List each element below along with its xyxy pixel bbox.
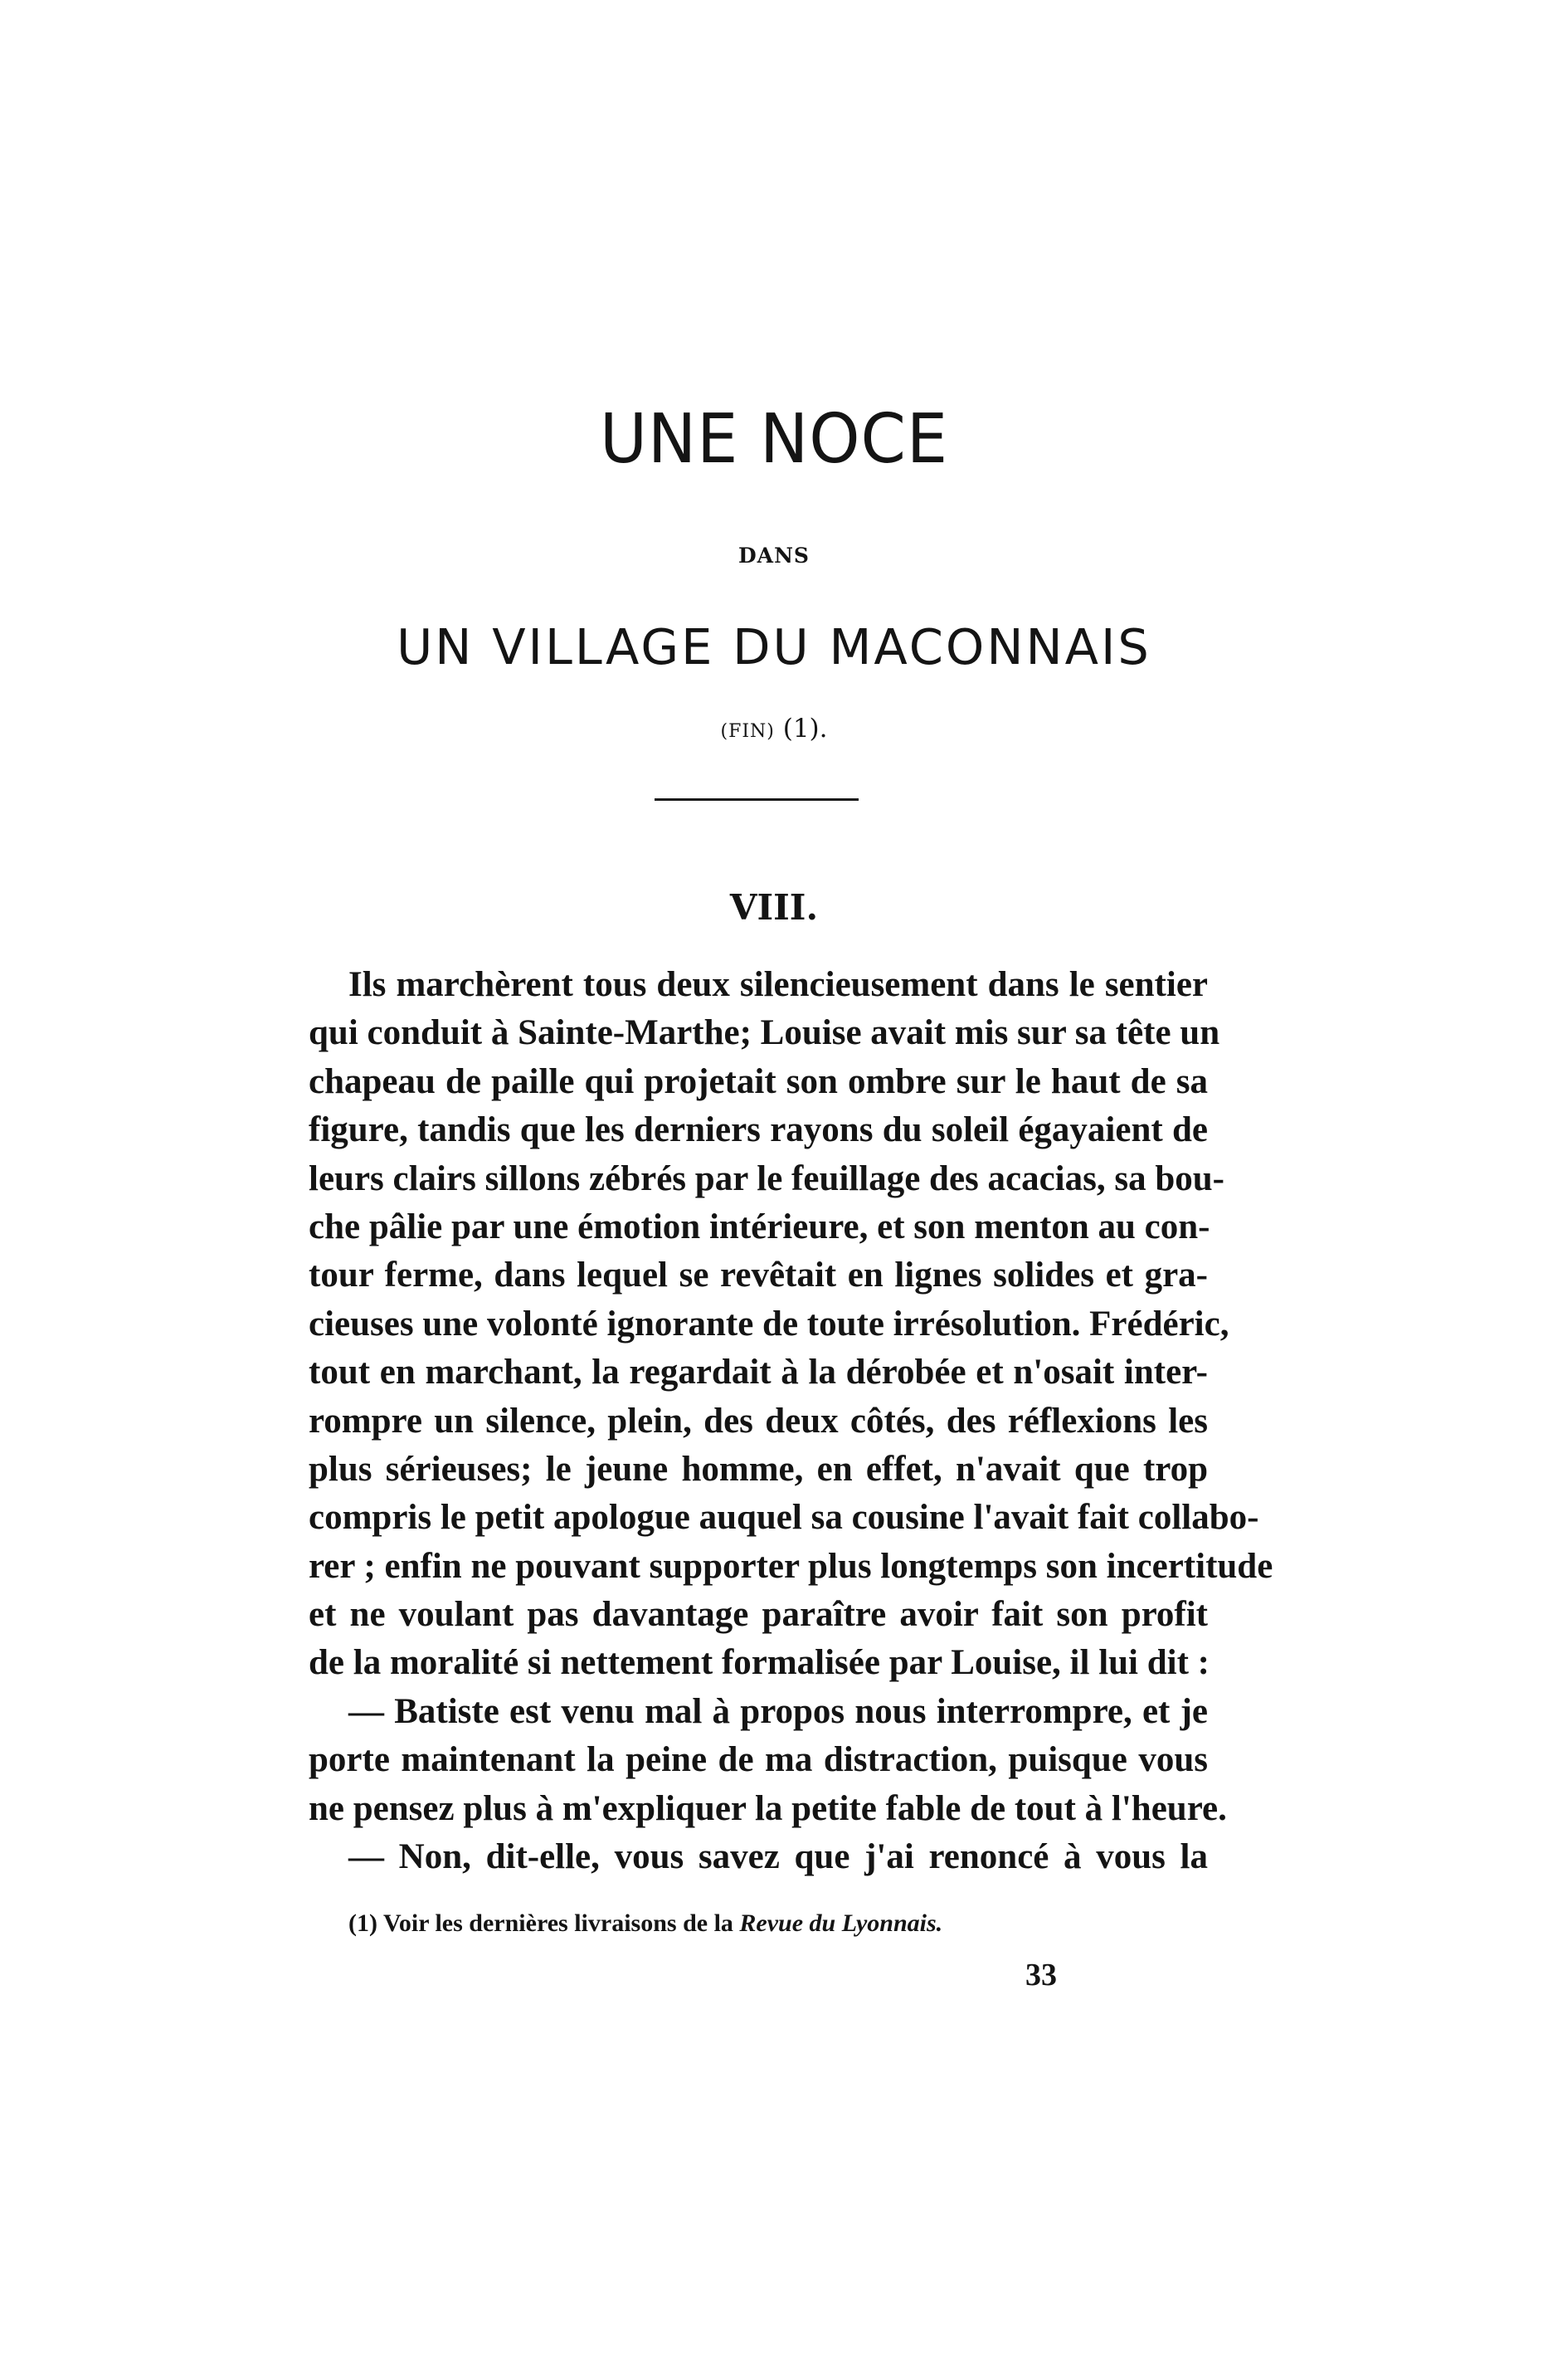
footnote-reference: (1). [782, 714, 828, 744]
title-connector: DANS [738, 544, 810, 568]
article-subtitle: UN VILLAGE DU MACONNAIS [397, 618, 1151, 675]
text-line: et ne voulant pas davantage paraître avoir fait son profit [309, 1595, 1208, 1635]
chapter-number: VIII. [729, 887, 819, 928]
article-title: UNE NOCE [599, 400, 949, 479]
fin-label: (FIN) [720, 721, 775, 742]
text-line: Ils marchèrent tous deux silencieusement dans le sentier [348, 965, 1208, 1004]
text-line: porte maintenant la peine de ma distraction, puisque vous [309, 1740, 1208, 1780]
text-line: — Non, dit-elle, vous savez que j'ai renoncé à vous la [348, 1837, 1208, 1877]
text-line: rer ; enfin ne pouvant supporter plus longtemps son incertitude [309, 1546, 1273, 1586]
text-line: figure, tandis que les derniers rayons du soleil égayaient de [309, 1110, 1208, 1150]
footnote-marker: (1) [348, 1909, 377, 1937]
footnote-source: Revue du Lyonnais. [739, 1909, 943, 1937]
text-line: cieuses une volonté ignorante de toute irrésolution. Frédéric, [309, 1304, 1229, 1344]
footnote [348, 1907, 1211, 1940]
title-divider [655, 798, 859, 801]
text-line: de la moralité si nettement formalisée par Louise, il lui dit : [309, 1643, 1210, 1683]
text-line: tout en marchant, la regardait à la dérobée et n'osait inter- [309, 1353, 1208, 1392]
text-line: ne pensez plus à m'expliquer la petite fable de tout à l'heure. [309, 1788, 1227, 1828]
text-line: qui conduit à Sainte-Marthe; Louise avait mis sur sa tête un [309, 1013, 1220, 1053]
text-line: leurs clairs sillons zébrés par le feuillage des acacias, sa bou- [309, 1158, 1224, 1198]
text-line: chapeau de paille qui projetait son ombre sur le haut de sa [309, 1061, 1208, 1101]
text-line: — Batiste est venu mal à propos nous interrompre, et je [348, 1691, 1208, 1731]
text-line: compris le petit apologue auquel sa cousine l'avait fait collabo- [309, 1498, 1259, 1538]
continuation-note [0, 712, 1548, 749]
text-line: rompre un silence, plein, des deux côtés, des réflexions les [309, 1401, 1208, 1441]
text-line: che pâlie par une émotion intérieure, et son menton au con- [309, 1207, 1210, 1246]
footnote-text: Voir les dernières livraisons de la [382, 1909, 733, 1937]
text-line: tour ferme, dans lequel se revêtait en lignes solides et gra- [309, 1256, 1208, 1295]
body-text [309, 961, 1273, 1881]
page-number: 33 [1025, 1958, 1057, 1992]
text-line: plus sérieuses; le jeune homme, en effet, n'avait que trop [309, 1449, 1208, 1489]
